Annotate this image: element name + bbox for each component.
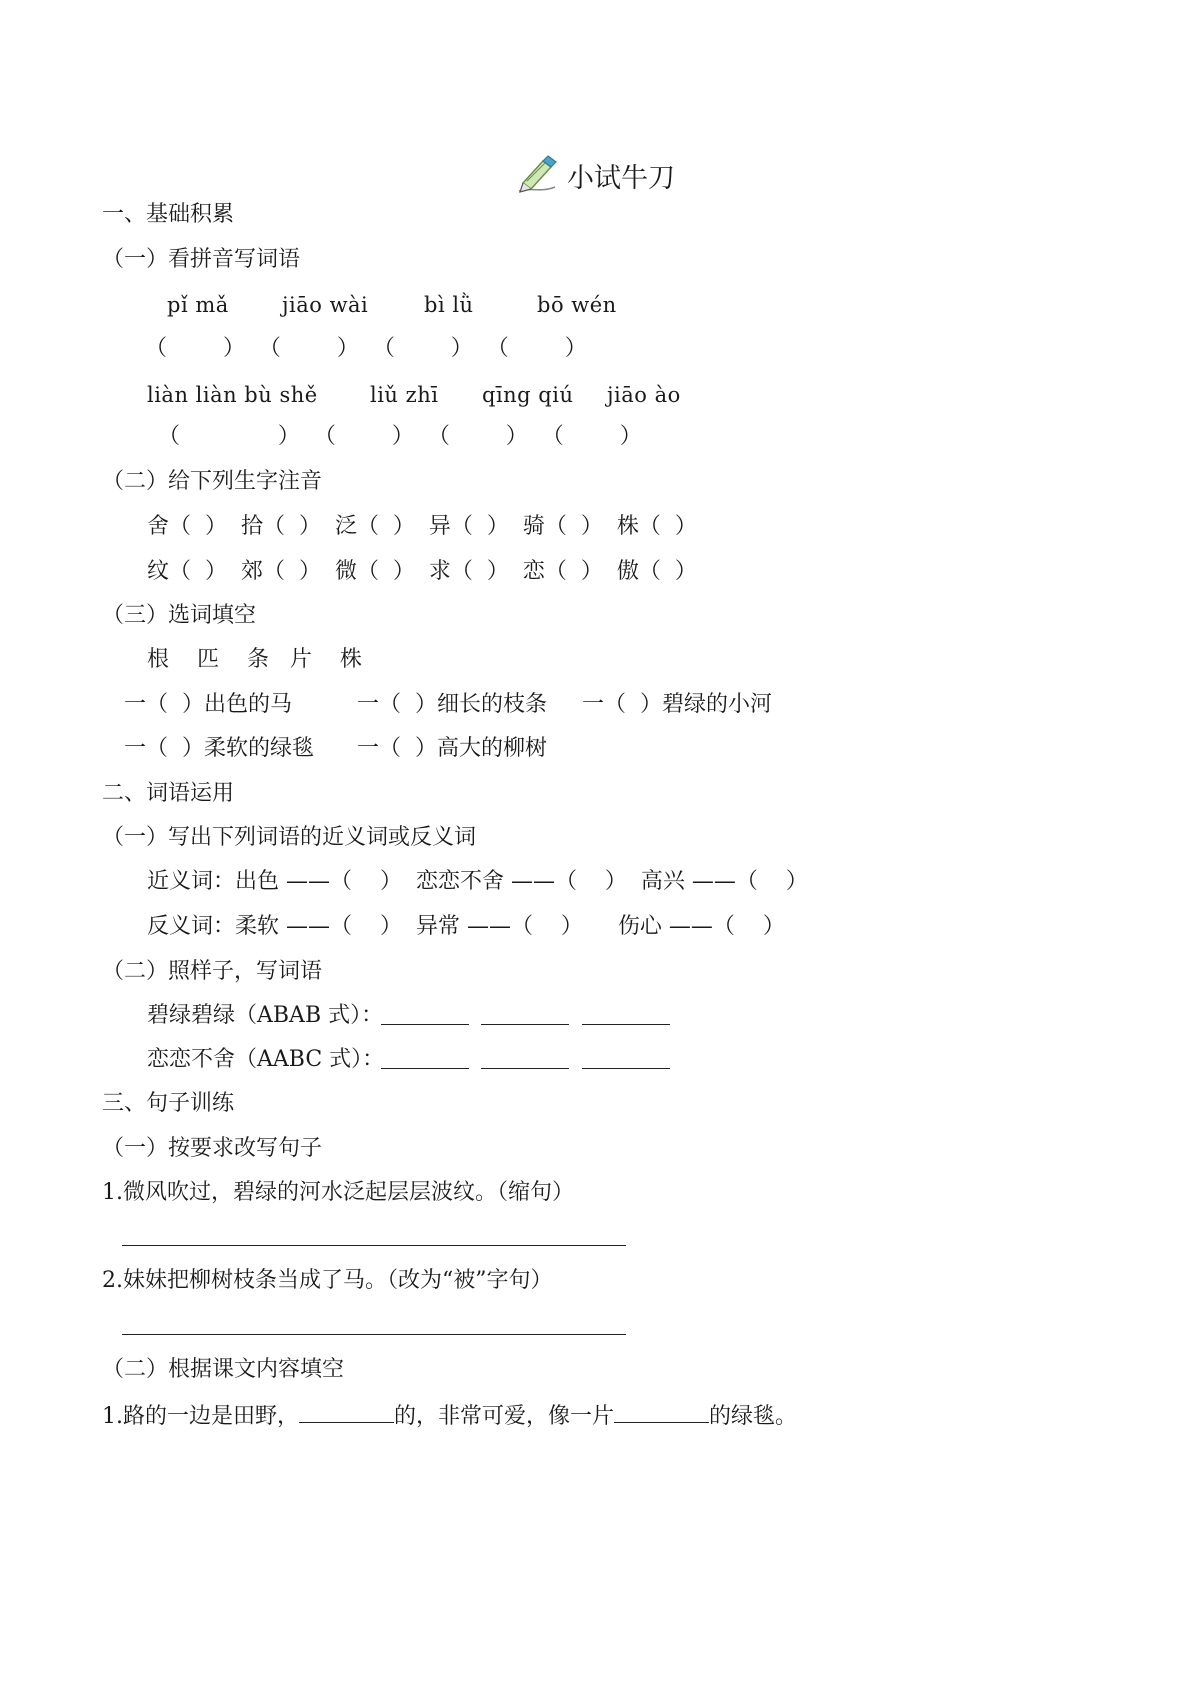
synonym-row[interactable]: 近义词：出色 ——（ ） 恋恋不舍 ——（ ） 高兴 ——（ ） — [147, 869, 808, 894]
fill-item[interactable]: 一（ ）细长的枝条 — [357, 692, 547, 717]
fill-item[interactable]: 一（ ）柔软的绿毯 — [124, 736, 314, 761]
question-text: 1.微风吹过，碧绿的河水泛起层层波纹。（缩句） — [102, 1180, 574, 1205]
fill-sentence — [102, 1400, 797, 1432]
sentence-part: 的，非常可爱，像一片 — [394, 1404, 615, 1429]
page-title: 小试牛刀 — [567, 162, 675, 194]
pen-writing-icon — [515, 153, 559, 197]
pinyin-item: jiāo wài — [282, 293, 369, 317]
pinyin-item: qīng qiú — [482, 383, 574, 407]
fill-item[interactable]: 一（ ）碧绿的小河 — [582, 692, 772, 717]
subsection-heading: （一）按要求改写句子 — [102, 1136, 323, 1161]
answer-blank[interactable] — [381, 1068, 469, 1069]
answer-blank[interactable] — [381, 1024, 469, 1025]
answer-blank[interactable] — [481, 1068, 569, 1069]
title-block — [515, 150, 675, 200]
subsection-heading: （二）照样子，写词语 — [102, 959, 323, 984]
section-heading: 二、词语运用 — [102, 781, 235, 806]
answer-blank[interactable] — [582, 1068, 670, 1069]
answer-line[interactable] — [122, 1245, 626, 1246]
word-bank: 根 匹 条 片 株 — [147, 647, 362, 672]
zhuyin-row[interactable]: 舍（ ） 拾（ ） 泛（ ） 异（ ） 骑（ ） 株（ ） — [147, 514, 697, 539]
subsection-heading: （二）根据课文内容填空 — [102, 1357, 345, 1382]
question-text: 2.妹妹把柳树枝条当成了马。（改为“被”字句） — [102, 1268, 553, 1293]
pinyin-item: bì lǜ — [424, 293, 474, 317]
pinyin-item: pǐ mǎ — [167, 293, 229, 317]
pinyin-item: liàn liàn bù shě — [147, 383, 318, 407]
subsection-heading: （二）给下列生字注音 — [102, 469, 323, 494]
antonym-row[interactable]: 反义词：柔软 ——（ ） 异常 ——（ ） 伤心 ——（ ） — [147, 914, 785, 939]
sentence-part: 1.路的一边是田野， — [102, 1404, 299, 1429]
answer-parens[interactable]: （ ） （ ） （ ） （ ） — [158, 424, 642, 449]
answer-parens[interactable]: （ ） （ ） （ ） （ ） — [145, 336, 587, 361]
answer-blank[interactable] — [481, 1024, 569, 1025]
pattern-label: 恋恋不舍（AABC 式）： — [147, 1047, 385, 1072]
fill-item[interactable]: 一（ ）出色的马 — [124, 692, 292, 717]
pinyin-item: liǔ zhī — [370, 383, 439, 407]
pinyin-item: bō wén — [537, 293, 617, 317]
answer-blank[interactable] — [582, 1024, 670, 1025]
answer-blank[interactable] — [614, 1400, 709, 1423]
fill-item[interactable]: 一（ ）高大的柳树 — [357, 736, 547, 761]
subsection-heading: （一）写出下列词语的近义词或反义词 — [102, 825, 477, 850]
subsection-heading: （三）选词填空 — [102, 603, 257, 628]
sentence-part: 的绿毯。 — [709, 1404, 798, 1429]
zhuyin-row[interactable]: 纹（ ） 郊（ ） 微（ ） 求（ ） 恋（ ） 傲（ ） — [147, 559, 697, 584]
subsection-heading: （一）看拼音写词语 — [102, 247, 301, 272]
pinyin-item: jiāo ào — [607, 383, 681, 407]
section-heading: 一、基础积累 — [102, 202, 235, 227]
pattern-label: 碧绿碧绿（ABAB 式）： — [147, 1003, 384, 1028]
answer-line[interactable] — [122, 1334, 626, 1335]
section-heading: 三、句子训练 — [102, 1091, 235, 1116]
answer-blank[interactable] — [299, 1400, 394, 1423]
